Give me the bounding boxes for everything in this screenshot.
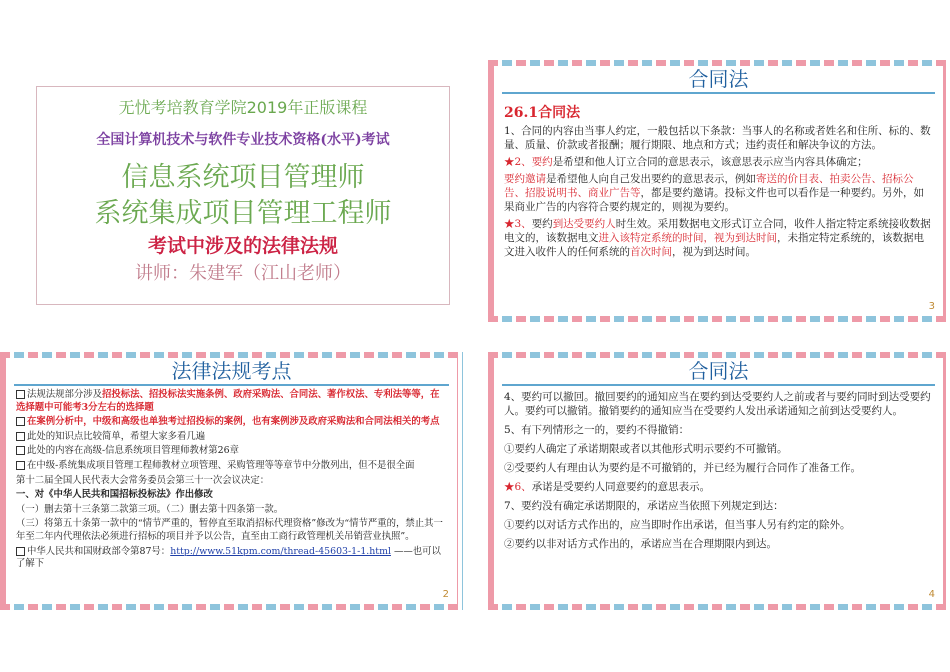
- text-span: 承诺是受要约人同意要约的意思表示。: [531, 481, 711, 493]
- highlight-text: 首次时间: [630, 246, 672, 258]
- title-line-1: 信息系统项目管理师: [121, 162, 365, 193]
- paragraph-delete: （一）删去第十三条第二款第三项。（二）删去第十四条第一款。: [16, 503, 284, 515]
- subtitle: 考试中涉及的法律法规: [147, 235, 338, 257]
- paragraph-1: 4、要约可以撤回。撤回要约的通知应当在要约到达受要约人之前或者与要约同时到达受要约人。要约可以撤销。撤销要约的通知应当在受要约人发出承诺通知之前到达受要约人。: [504, 391, 931, 417]
- paragraph-decision: 第十二届全国人民代表大会常务委员会第三十一次会议决定：: [16, 474, 270, 486]
- paragraph-4: ②受要约人有理由认为要约是不可撤销的，并已经为履行合同作了准备工作。: [504, 462, 861, 474]
- highlight-text: 招投标法、招投标法实施条例、政府采购法、合同法、著作权法、专利法等等，在选择题中可能考3分左右的选择题: [16, 389, 440, 413]
- paragraph-5: [504, 480, 933, 494]
- checkbox-bullet-icon: [16, 547, 25, 556]
- paragraph-4: [504, 217, 933, 259]
- slide-title: 合同法: [688, 359, 749, 383]
- text-span: ——也可以了解下: [16, 545, 441, 570]
- text-span: 是希望和他人订立合同的意思表示，该意思表示应当内容具体确定；: [552, 156, 868, 168]
- course-line: 无忧考培教育学院2019年正版课程: [118, 98, 368, 117]
- paragraph-3: ①要约人确定了承诺期限或者以其他形式明示要约不可撤销。: [504, 443, 788, 455]
- highlight-text: 要约: [531, 156, 553, 168]
- text-span: 此处的内容在高级-信息系统项目管理师教材第26章: [27, 445, 239, 457]
- contract-law-slide-3: [488, 60, 949, 322]
- checkbox-bullet-icon: [16, 432, 25, 441]
- highlight-text: 在案例分析中，中级和高级也单独考过招投标的案例，也有案例涉及政府采购法和合同法相关的考点: [27, 416, 440, 428]
- text-span: ，视为到达时间。: [672, 246, 756, 258]
- paragraph-3: [504, 172, 933, 214]
- text-span: 在中级-系统集成项目管理工程师教材立项管理、采购管理等等章节中分散列出，但不是很全面: [27, 459, 415, 471]
- highlight-text: 到达受要约人: [552, 218, 616, 230]
- highlight-text: 寄送的价目表、拍卖公告、招标公告、招股说明书、商业广告等: [504, 173, 914, 199]
- bullet-link: [16, 546, 447, 571]
- text-span: 要约: [531, 218, 553, 230]
- text-span: 中华人民共和国财政部令第87号：: [27, 545, 171, 557]
- law-points-slide-2: [0, 352, 463, 610]
- star-marker: ★3、: [504, 218, 532, 230]
- text-span: ，都是要约邀请。投标文件也可以看作是一种要约。另外，如果商业广告的内容符合要约规定的，则视为要约。: [504, 187, 924, 213]
- paragraph-2: 5、有下列情形之一的，要约不得撤销：: [504, 424, 690, 436]
- slide-title: 法律法规考点: [171, 359, 292, 383]
- checkbox-bullet-icon: [16, 446, 25, 455]
- text-span: 时生效。采用数据电文形式订立合同，收件人指定特定系统接收数据电文的，该数据电文: [504, 218, 931, 244]
- slide-title: 合同法: [688, 67, 749, 91]
- text-span: 是希望他人向自己发出要约的意思表示，例如: [546, 173, 756, 185]
- cover-slide: [36, 86, 450, 305]
- bullet-5: [16, 460, 447, 473]
- lecturer: 讲师：朱建军（江山老师）: [135, 263, 351, 284]
- exam-name: 全国计算机技术与软件专业技术资格(水平)考试: [96, 132, 390, 148]
- page-number: 3: [928, 301, 935, 312]
- text-span: ，未指定特定系统的，该数据电文进入收件人的任何系统的: [504, 232, 924, 258]
- page-number: 2: [442, 589, 449, 600]
- star-marker: ★6、: [504, 481, 532, 493]
- reference-link[interactable]: http://www.51kpm.com/thread-45603-1-1.html: [170, 545, 391, 557]
- text-span: 法规法规部分涉及: [27, 389, 103, 400]
- paragraph-8: ②要约以非对话方式作出的，承诺应当在合理期限内到达。: [504, 538, 777, 550]
- checkbox-bullet-icon: [16, 417, 25, 426]
- bullet-2: [16, 416, 447, 429]
- highlight-text: 要约邀请: [504, 173, 546, 185]
- star-marker: ★2、: [504, 156, 532, 168]
- paragraph-7: ①要约以对话方式作出的，应当即时作出承诺，但当事人另有约定的除外。: [504, 519, 851, 531]
- paragraph-6: 7、要约没有确定承诺期限的，承诺应当依照下列规定到达：: [504, 500, 784, 512]
- title-line-2: 系统集成项目管理工程师: [94, 198, 392, 229]
- paragraph-modify: （三）将第五十条第一款中的“情节严重的，暂停直至取消招标代理资格”修改为“情节严重的，禁止其一年至二年内代理依法必须进行招标的项目并予以公告，直至由工商行政管理机关吊销营业执照”。: [16, 518, 443, 542]
- section-heading: 26.1合同法: [504, 105, 581, 121]
- paragraph-2: [504, 155, 933, 169]
- highlight-text: 进入该特定系统的时间，视为到达时间: [598, 232, 777, 244]
- bullet-1: [16, 389, 447, 414]
- page-number: 4: [928, 589, 935, 600]
- contract-law-slide-4: [488, 352, 949, 610]
- bullet-4: [16, 445, 447, 458]
- text-span: 此处的知识点比较简单，希望大家多看几遍: [27, 430, 206, 442]
- paragraph-amendment: 一、对《中华人民共和国招标投标法》作出修改: [16, 489, 213, 501]
- paragraph-1: 1、合同的内容由当事人约定，一般包括以下条款：当事人的名称或者姓名和住所、标的、数量、质量、价款或者报酬；履行期限、地点和方式；违约责任和解决争议的方法。: [504, 125, 931, 151]
- checkbox-bullet-icon: [16, 461, 25, 470]
- bullet-3: [16, 431, 447, 444]
- checkbox-bullet-icon: [16, 390, 25, 399]
